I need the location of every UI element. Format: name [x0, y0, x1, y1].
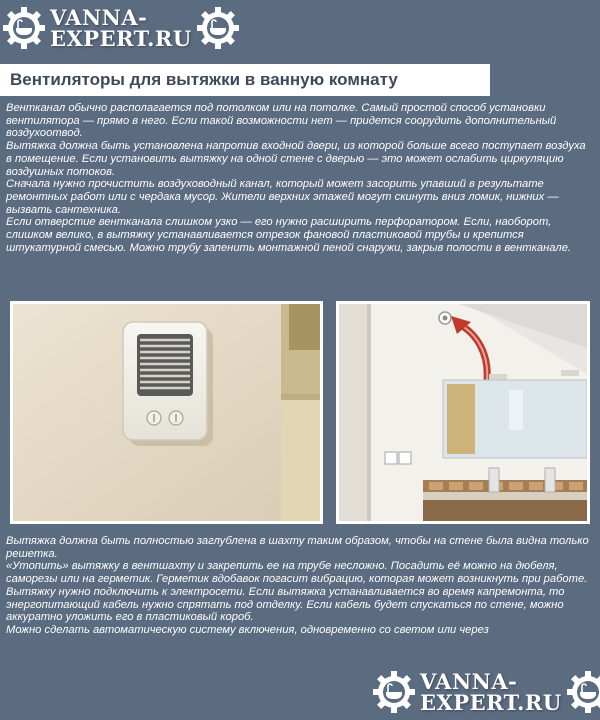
- paragraph: Вытяжка должна быть установлена напротив входной двери, из которой больше всего поступает воздуха в помещение. Если установить вытяжку на одной стене с дверью — это может ослабить циркуляцию воздушных потоков.: [6, 140, 586, 178]
- bathtub-gear-icon: [566, 670, 600, 714]
- bathtub-gear-icon: [196, 6, 240, 50]
- paragraph: Вытяжку нужно подключить к электросети. Если вытяжка устанавливается во время капремонта, то энергопитающий кабель нужно спрятать под отделку. Если кабель будет спускаться по стене, можно аккуратно уложить его в пластиковый короб.: [6, 585, 565, 624]
- paragraph: «Утопить» вытяжку в вентшахту и закрепить ее на трубе несложно. Посадить её можно на дюбеля, саморезы или на герметик. Герметик вдобавок погасит вибрацию, которая может возникнуть при работе.: [6, 560, 588, 586]
- paragraph: Сначала нужно прочистить воздуховодный канал, который может засорить упавший в результате ремонтных работ или с чердака мусор. Жители верхних этажей могут скинуть вниз ломик, нижних — вызвать сантехника.: [6, 178, 559, 216]
- article-outro-text: [6, 535, 594, 637]
- paragraph: Вытяжка должна быть полностью заглублена в шахту таким образом, чтобы на стене была видна только решетка.: [6, 535, 589, 560]
- bathroom-vent-image: [339, 304, 587, 521]
- logo-line-2: EXPERT.RU: [420, 690, 562, 715]
- site-logo-top[interactable]: [2, 2, 240, 54]
- site-logo-bottom[interactable]: [372, 666, 600, 718]
- paragraph: Если отверстие вентканала слишком узко — его нужно расширить перфоратором. Если, наоборот, слишком велико, в вытяжку устанавливается отрезок фановой пластиковой трубы и крепится штукатурной смесью. Можно трубу запенить монтажной пеной снаружи, закрыв полости в вентканале.: [6, 216, 572, 254]
- bathtub-gear-icon: [2, 6, 46, 50]
- bathroom-vent-photo: [336, 301, 590, 524]
- bathtub-gear-icon: [372, 670, 416, 714]
- logo-line-1: VANNA-: [420, 669, 518, 694]
- logo-line-1: VANNA-: [50, 5, 148, 30]
- article-intro-text: [6, 102, 594, 254]
- fan-grille-image: [13, 304, 320, 521]
- logo-text: [420, 671, 562, 713]
- article-title: Вентиляторы для вытяжки в ванную комнату: [10, 70, 398, 89]
- fan-grille-photo: [10, 301, 323, 524]
- logo-line-2: EXPERT.RU: [50, 26, 192, 51]
- paragraph: Вентканал обычно располагается под потолком или на потолке. Самый простой способ установки вентилятора — прямо в него. Если такой возможности нет — придется соорудить дополнительный воздухоотвод.: [6, 102, 557, 140]
- article-title-bar: [0, 64, 490, 96]
- paragraph: Можно сделать автоматическую систему включения, одновременно со светом или через: [6, 623, 489, 636]
- logo-text: [50, 7, 192, 49]
